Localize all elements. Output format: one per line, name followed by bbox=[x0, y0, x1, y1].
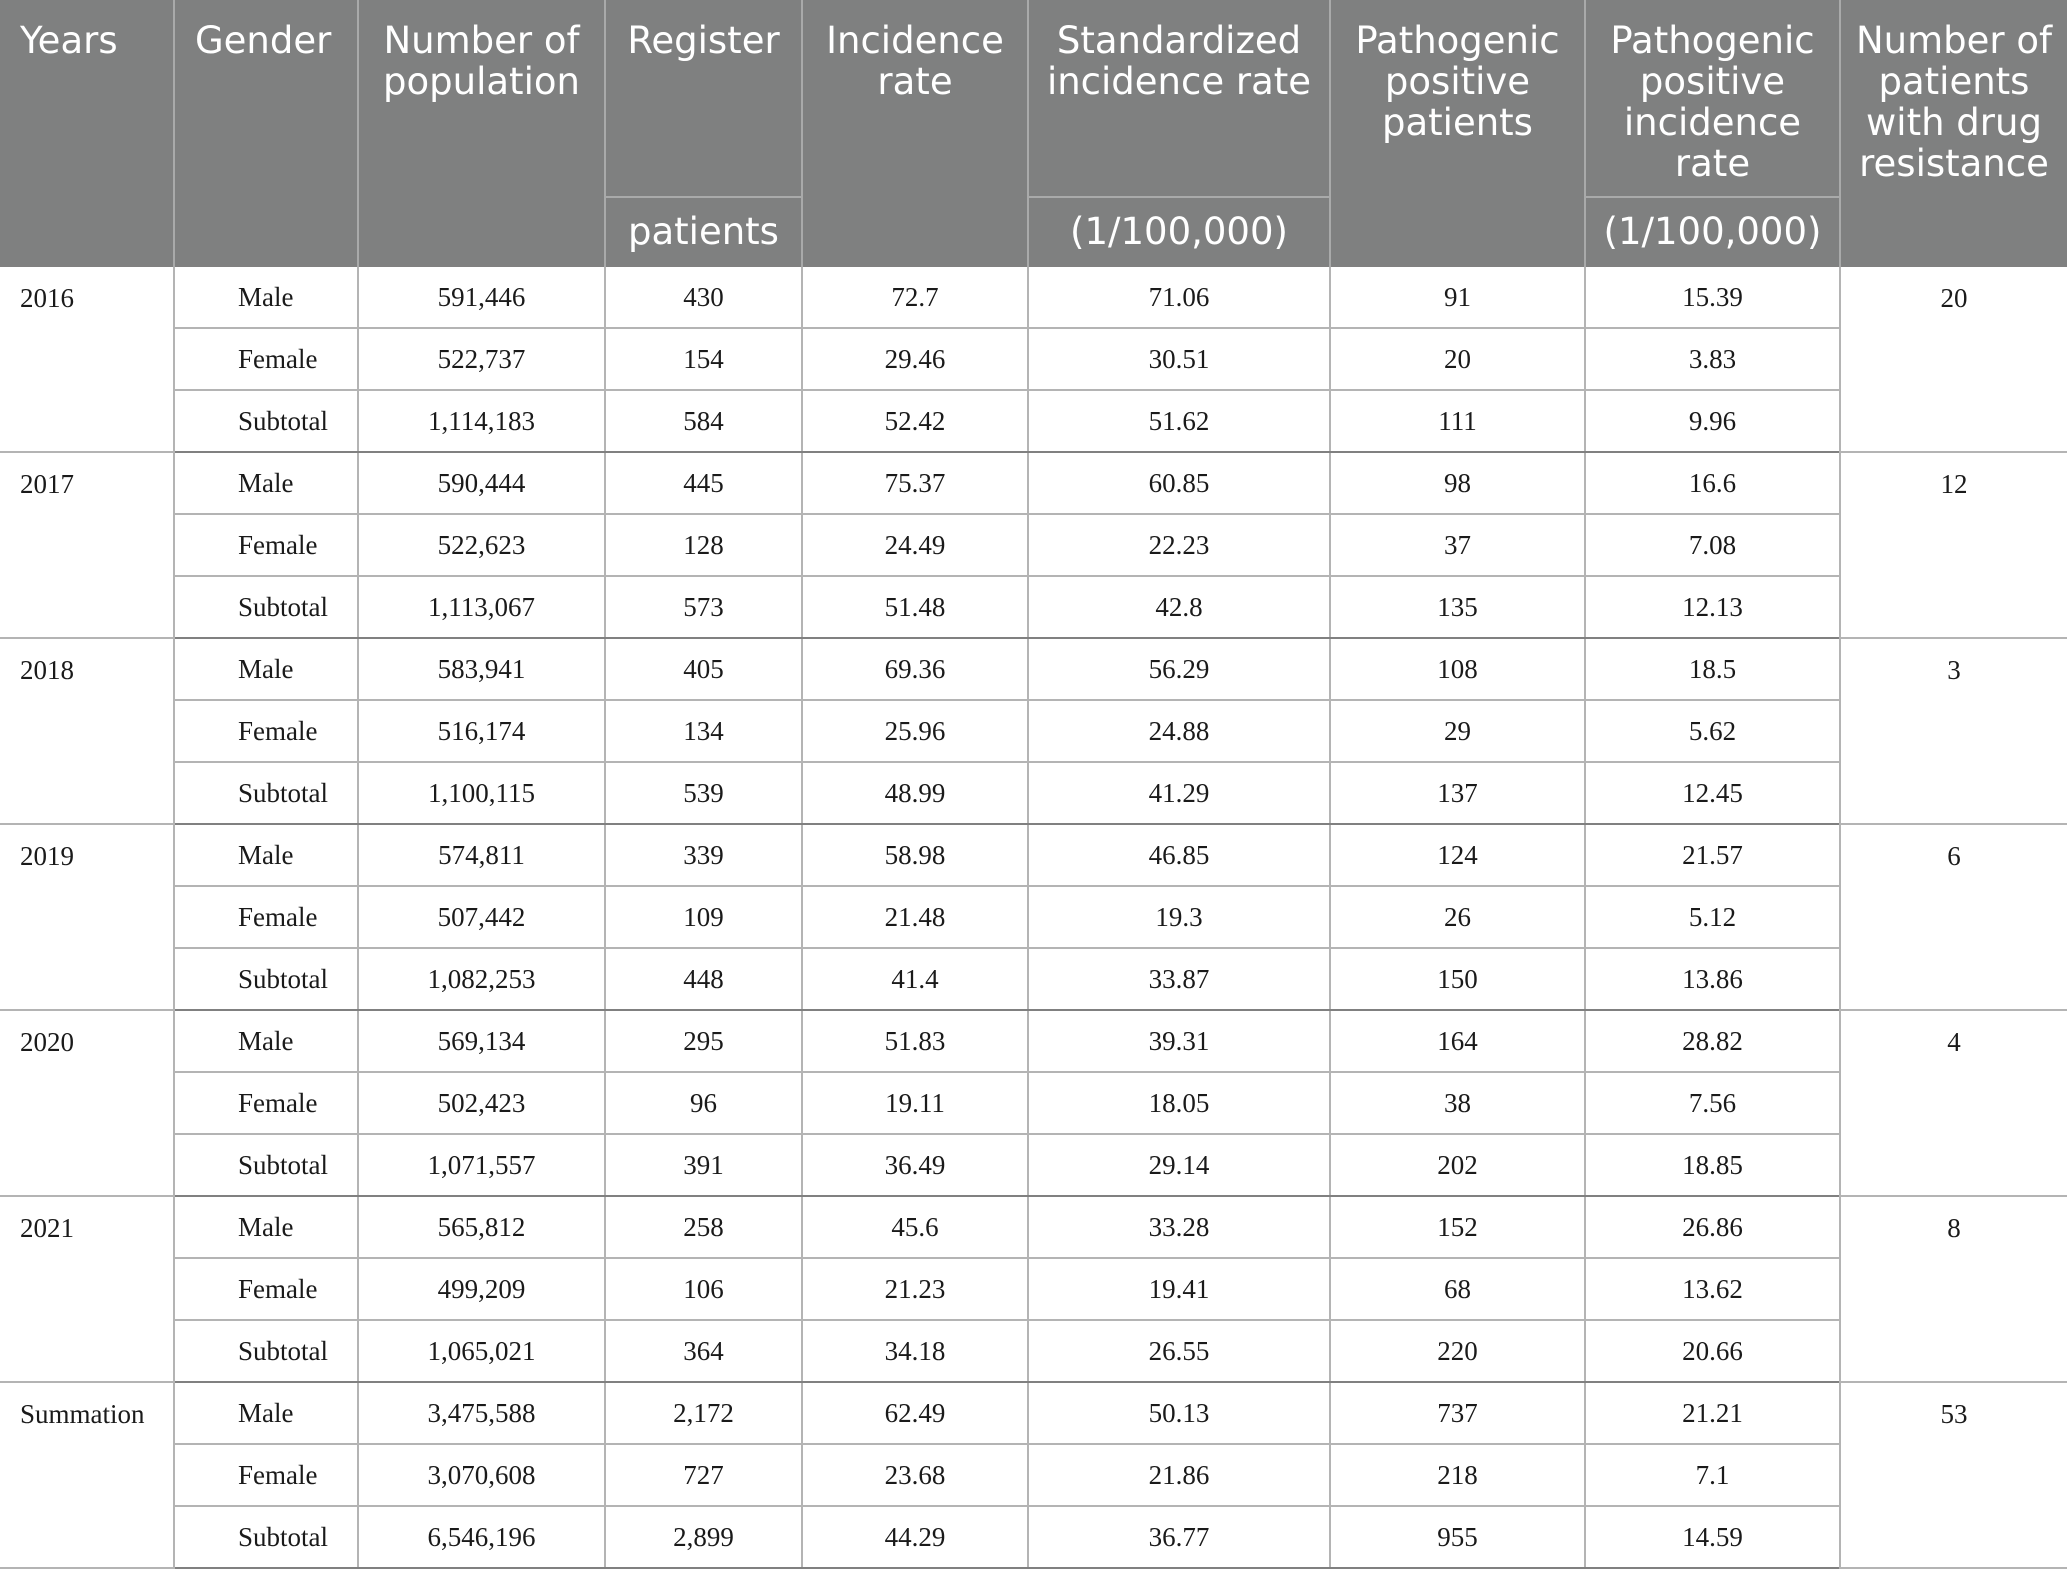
cell-gender: Male bbox=[174, 1010, 358, 1072]
cell-gender: Female bbox=[174, 1072, 358, 1134]
cell-pathogenic-rate: 3.83 bbox=[1585, 328, 1840, 390]
table-row bbox=[0, 1382, 2067, 1444]
cell-pathogenic-rate: 12.45 bbox=[1585, 762, 1840, 824]
table-row bbox=[0, 638, 2067, 700]
cell-gender: Male bbox=[174, 638, 358, 700]
cell-pathogenic-rate: 5.12 bbox=[1585, 886, 1840, 948]
cell-pathogenic-rate: 13.86 bbox=[1585, 948, 1840, 1010]
cell-pathogenic-patients: 98 bbox=[1330, 452, 1585, 514]
cell-standardized-rate: 46.85 bbox=[1028, 824, 1330, 886]
cell-gender: Male bbox=[174, 266, 358, 328]
table-row bbox=[0, 514, 2067, 576]
cell-gender: Female bbox=[174, 886, 358, 948]
cell-year: 2020 bbox=[0, 1010, 174, 1196]
cell-standardized-rate: 42.8 bbox=[1028, 576, 1330, 638]
table-row bbox=[0, 1010, 2067, 1072]
table-row bbox=[0, 452, 2067, 514]
cell-population: 522,737 bbox=[358, 328, 605, 390]
cell-register: 573 bbox=[605, 576, 802, 638]
cell-pathogenic-patients: 737 bbox=[1330, 1382, 1585, 1444]
table-header bbox=[0, 0, 2067, 266]
table-row bbox=[0, 1258, 2067, 1320]
cell-pathogenic-rate: 18.85 bbox=[1585, 1134, 1840, 1196]
cell-pathogenic-patients: 68 bbox=[1330, 1258, 1585, 1320]
cell-pathogenic-patients: 202 bbox=[1330, 1134, 1585, 1196]
cell-pathogenic-rate: 16.6 bbox=[1585, 452, 1840, 514]
cell-gender: Female bbox=[174, 514, 358, 576]
cell-population: 583,941 bbox=[358, 638, 605, 700]
cell-register: 109 bbox=[605, 886, 802, 948]
header-register-unit: patients bbox=[605, 197, 802, 266]
cell-incidence-rate: 58.98 bbox=[802, 824, 1028, 886]
cell-pathogenic-patients: 955 bbox=[1330, 1506, 1585, 1568]
cell-gender: Male bbox=[174, 1382, 358, 1444]
cell-incidence-rate: 51.83 bbox=[802, 1010, 1028, 1072]
cell-population: 565,812 bbox=[358, 1196, 605, 1258]
cell-register: 295 bbox=[605, 1010, 802, 1072]
cell-standardized-rate: 51.62 bbox=[1028, 390, 1330, 452]
cell-register: 258 bbox=[605, 1196, 802, 1258]
cell-population: 1,065,021 bbox=[358, 1320, 605, 1382]
cell-population: 522,623 bbox=[358, 514, 605, 576]
cell-pathogenic-rate: 26.86 bbox=[1585, 1196, 1840, 1258]
cell-pathogenic-patients: 37 bbox=[1330, 514, 1585, 576]
cell-gender: Subtotal bbox=[174, 390, 358, 452]
cell-gender: Female bbox=[174, 700, 358, 762]
header-gender: Gender bbox=[174, 0, 358, 266]
cell-pathogenic-patients: 137 bbox=[1330, 762, 1585, 824]
cell-incidence-rate: 44.29 bbox=[802, 1506, 1028, 1568]
cell-pathogenic-rate: 9.96 bbox=[1585, 390, 1840, 452]
cell-incidence-rate: 34.18 bbox=[802, 1320, 1028, 1382]
cell-population: 1,113,067 bbox=[358, 576, 605, 638]
cell-pathogenic-rate: 15.39 bbox=[1585, 266, 1840, 328]
table-row bbox=[0, 328, 2067, 390]
cell-population: 502,423 bbox=[358, 1072, 605, 1134]
table-row bbox=[0, 700, 2067, 762]
cell-standardized-rate: 30.51 bbox=[1028, 328, 1330, 390]
header-standardized-rate: Standardized incidence rate bbox=[1028, 0, 1330, 197]
table-row bbox=[0, 886, 2067, 948]
cell-register: 445 bbox=[605, 452, 802, 514]
cell-register: 405 bbox=[605, 638, 802, 700]
cell-register: 128 bbox=[605, 514, 802, 576]
cell-register: 364 bbox=[605, 1320, 802, 1382]
table-row bbox=[0, 576, 2067, 638]
cell-register: 539 bbox=[605, 762, 802, 824]
cell-population: 3,070,608 bbox=[358, 1444, 605, 1506]
cell-register: 727 bbox=[605, 1444, 802, 1506]
cell-incidence-rate: 62.49 bbox=[802, 1382, 1028, 1444]
header-years: Years bbox=[0, 0, 174, 266]
cell-pathogenic-rate: 5.62 bbox=[1585, 700, 1840, 762]
cell-drug-resistance: 20 bbox=[1840, 266, 2067, 452]
cell-standardized-rate: 19.3 bbox=[1028, 886, 1330, 948]
header-drug-resistance: Number of patients with drug resistance bbox=[1840, 0, 2067, 266]
cell-population: 516,174 bbox=[358, 700, 605, 762]
table-row bbox=[0, 762, 2067, 824]
cell-incidence-rate: 23.68 bbox=[802, 1444, 1028, 1506]
table-row bbox=[0, 1072, 2067, 1134]
cell-pathogenic-patients: 20 bbox=[1330, 328, 1585, 390]
cell-incidence-rate: 75.37 bbox=[802, 452, 1028, 514]
cell-incidence-rate: 72.7 bbox=[802, 266, 1028, 328]
header-incidence-rate: Incidence rate bbox=[802, 0, 1028, 266]
cell-incidence-rate: 25.96 bbox=[802, 700, 1028, 762]
cell-standardized-rate: 60.85 bbox=[1028, 452, 1330, 514]
table-row bbox=[0, 1444, 2067, 1506]
cell-pathogenic-patients: 124 bbox=[1330, 824, 1585, 886]
cell-pathogenic-rate: 7.56 bbox=[1585, 1072, 1840, 1134]
cell-gender: Subtotal bbox=[174, 1134, 358, 1196]
cell-pathogenic-patients: 26 bbox=[1330, 886, 1585, 948]
cell-gender: Subtotal bbox=[174, 576, 358, 638]
cell-drug-resistance: 8 bbox=[1840, 1196, 2067, 1382]
cell-gender: Male bbox=[174, 452, 358, 514]
cell-standardized-rate: 39.31 bbox=[1028, 1010, 1330, 1072]
cell-gender: Male bbox=[174, 1196, 358, 1258]
table-row bbox=[0, 824, 2067, 886]
cell-pathogenic-rate: 7.08 bbox=[1585, 514, 1840, 576]
cell-pathogenic-rate: 12.13 bbox=[1585, 576, 1840, 638]
cell-standardized-rate: 24.88 bbox=[1028, 700, 1330, 762]
cell-year: 2018 bbox=[0, 638, 174, 824]
cell-standardized-rate: 26.55 bbox=[1028, 1320, 1330, 1382]
cell-standardized-rate: 56.29 bbox=[1028, 638, 1330, 700]
table-row bbox=[0, 1320, 2067, 1382]
cell-register: 106 bbox=[605, 1258, 802, 1320]
cell-standardized-rate: 29.14 bbox=[1028, 1134, 1330, 1196]
cell-pathogenic-rate: 13.62 bbox=[1585, 1258, 1840, 1320]
cell-population: 590,444 bbox=[358, 452, 605, 514]
cell-register: 96 bbox=[605, 1072, 802, 1134]
cell-population: 591,446 bbox=[358, 266, 605, 328]
cell-gender: Female bbox=[174, 1444, 358, 1506]
cell-pathogenic-rate: 28.82 bbox=[1585, 1010, 1840, 1072]
cell-standardized-rate: 19.41 bbox=[1028, 1258, 1330, 1320]
cell-gender: Male bbox=[174, 824, 358, 886]
cell-pathogenic-patients: 220 bbox=[1330, 1320, 1585, 1382]
cell-incidence-rate: 41.4 bbox=[802, 948, 1028, 1010]
cell-pathogenic-patients: 150 bbox=[1330, 948, 1585, 1010]
header-population: Number of population bbox=[358, 0, 605, 266]
table-body bbox=[0, 266, 2067, 1568]
cell-pathogenic-patients: 152 bbox=[1330, 1196, 1585, 1258]
cell-gender: Female bbox=[174, 328, 358, 390]
cell-pathogenic-patients: 91 bbox=[1330, 266, 1585, 328]
cell-pathogenic-patients: 164 bbox=[1330, 1010, 1585, 1072]
cell-pathogenic-rate: 21.57 bbox=[1585, 824, 1840, 886]
cell-gender: Subtotal bbox=[174, 1320, 358, 1382]
cell-standardized-rate: 36.77 bbox=[1028, 1506, 1330, 1568]
cell-standardized-rate: 18.05 bbox=[1028, 1072, 1330, 1134]
cell-gender: Subtotal bbox=[174, 948, 358, 1010]
cell-population: 1,071,557 bbox=[358, 1134, 605, 1196]
cell-incidence-rate: 29.46 bbox=[802, 328, 1028, 390]
cell-gender: Female bbox=[174, 1258, 358, 1320]
cell-year: 2016 bbox=[0, 266, 174, 452]
cell-drug-resistance: 6 bbox=[1840, 824, 2067, 1010]
cell-pathogenic-patients: 29 bbox=[1330, 700, 1585, 762]
cell-incidence-rate: 51.48 bbox=[802, 576, 1028, 638]
header-pathogenic-rate-unit: (1/100,000) bbox=[1585, 197, 1840, 266]
cell-pathogenic-patients: 108 bbox=[1330, 638, 1585, 700]
cell-population: 507,442 bbox=[358, 886, 605, 948]
cell-pathogenic-patients: 218 bbox=[1330, 1444, 1585, 1506]
cell-population: 1,082,253 bbox=[358, 948, 605, 1010]
cell-drug-resistance: 3 bbox=[1840, 638, 2067, 824]
cell-standardized-rate: 71.06 bbox=[1028, 266, 1330, 328]
cell-incidence-rate: 48.99 bbox=[802, 762, 1028, 824]
cell-gender: Subtotal bbox=[174, 762, 358, 824]
cell-register: 339 bbox=[605, 824, 802, 886]
cell-register: 448 bbox=[605, 948, 802, 1010]
cell-incidence-rate: 19.11 bbox=[802, 1072, 1028, 1134]
cell-standardized-rate: 41.29 bbox=[1028, 762, 1330, 824]
cell-drug-resistance: 4 bbox=[1840, 1010, 2067, 1196]
cell-pathogenic-patients: 38 bbox=[1330, 1072, 1585, 1134]
cell-standardized-rate: 22.23 bbox=[1028, 514, 1330, 576]
cell-population: 6,546,196 bbox=[358, 1506, 605, 1568]
table-row bbox=[0, 266, 2067, 328]
cell-standardized-rate: 50.13 bbox=[1028, 1382, 1330, 1444]
cell-year: 2017 bbox=[0, 452, 174, 638]
cell-pathogenic-patients: 111 bbox=[1330, 390, 1585, 452]
cell-standardized-rate: 21.86 bbox=[1028, 1444, 1330, 1506]
cell-incidence-rate: 24.49 bbox=[802, 514, 1028, 576]
cell-population: 499,209 bbox=[358, 1258, 605, 1320]
cell-incidence-rate: 69.36 bbox=[802, 638, 1028, 700]
cell-pathogenic-rate: 20.66 bbox=[1585, 1320, 1840, 1382]
table-row bbox=[0, 1506, 2067, 1568]
cell-population: 1,114,183 bbox=[358, 390, 605, 452]
cell-population: 569,134 bbox=[358, 1010, 605, 1072]
table-row bbox=[0, 390, 2067, 452]
cell-year: 2019 bbox=[0, 824, 174, 1010]
header-standardized-unit: (1/100,000) bbox=[1028, 197, 1330, 266]
cell-standardized-rate: 33.87 bbox=[1028, 948, 1330, 1010]
cell-register: 584 bbox=[605, 390, 802, 452]
table-row bbox=[0, 948, 2067, 1010]
cell-register: 2,899 bbox=[605, 1506, 802, 1568]
cell-year: Summation bbox=[0, 1382, 174, 1568]
cell-register: 154 bbox=[605, 328, 802, 390]
table-row bbox=[0, 1134, 2067, 1196]
cell-register: 134 bbox=[605, 700, 802, 762]
header-pathogenic-patients: Pathogenic positive patients bbox=[1330, 0, 1585, 266]
cell-incidence-rate: 52.42 bbox=[802, 390, 1028, 452]
cell-pathogenic-rate: 7.1 bbox=[1585, 1444, 1840, 1506]
header-pathogenic-rate: Pathogenic positive incidence rate bbox=[1585, 0, 1840, 197]
cell-drug-resistance: 53 bbox=[1840, 1382, 2067, 1568]
cell-incidence-rate: 36.49 bbox=[802, 1134, 1028, 1196]
cell-pathogenic-rate: 18.5 bbox=[1585, 638, 1840, 700]
cell-incidence-rate: 21.23 bbox=[802, 1258, 1028, 1320]
cell-standardized-rate: 33.28 bbox=[1028, 1196, 1330, 1258]
cell-pathogenic-rate: 14.59 bbox=[1585, 1506, 1840, 1568]
cell-register: 391 bbox=[605, 1134, 802, 1196]
cell-incidence-rate: 21.48 bbox=[802, 886, 1028, 948]
cell-register: 2,172 bbox=[605, 1382, 802, 1444]
cell-pathogenic-patients: 135 bbox=[1330, 576, 1585, 638]
cell-gender: Subtotal bbox=[174, 1506, 358, 1568]
cell-population: 1,100,115 bbox=[358, 762, 605, 824]
cell-incidence-rate: 45.6 bbox=[802, 1196, 1028, 1258]
cell-population: 3,475,588 bbox=[358, 1382, 605, 1444]
cell-population: 574,811 bbox=[358, 824, 605, 886]
cell-register: 430 bbox=[605, 266, 802, 328]
cell-year: 2021 bbox=[0, 1196, 174, 1382]
cell-pathogenic-rate: 21.21 bbox=[1585, 1382, 1840, 1444]
cell-drug-resistance: 12 bbox=[1840, 452, 2067, 638]
table-row bbox=[0, 1196, 2067, 1258]
header-register: Register bbox=[605, 0, 802, 197]
